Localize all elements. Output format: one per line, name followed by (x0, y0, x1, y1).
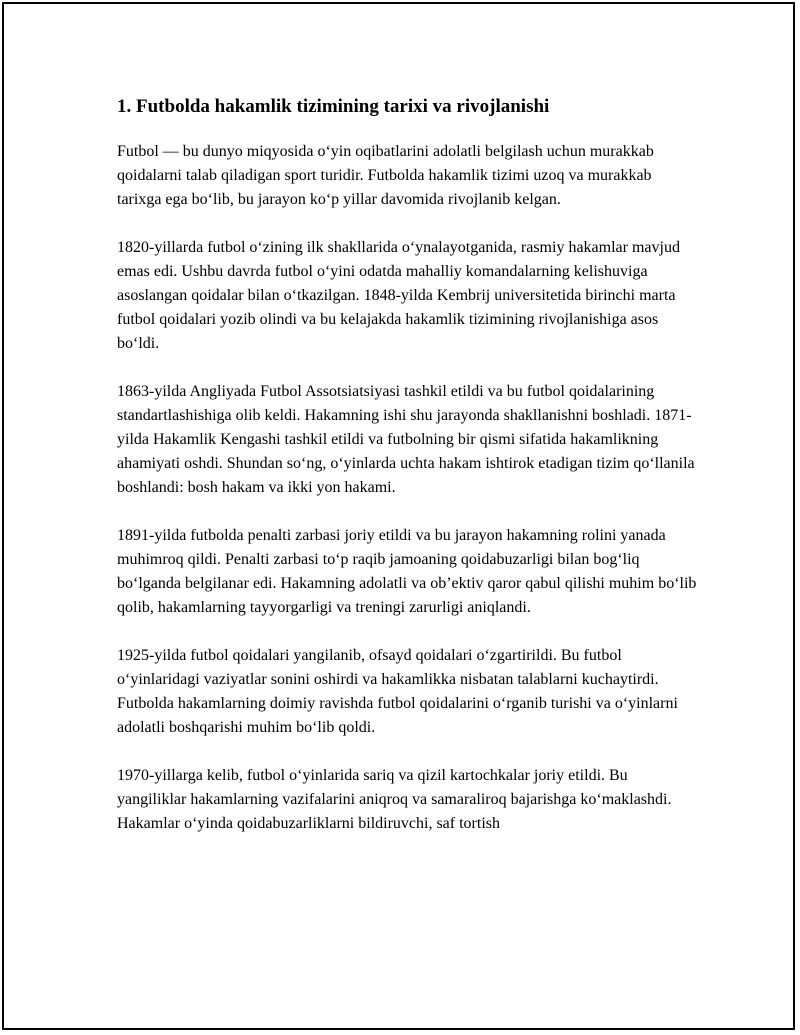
section-heading: 1. Futbolda hakamlik tizimining tarixi va rivojlanishi (117, 96, 550, 117)
paragraph-intro: Futbol — bu dunyo miqyosida o‘yin oqibatlarini adolatli belgilash uchun murakkab qoidalarni talab qiladigan sport turidir. Futbolda hakamlik tizimi uzoq va murakkab tarixga ega bo‘lib, bu jarayon ko‘p yillar davomida rivojlanib kelgan. (117, 143, 654, 208)
paragraph-1925: 1925-yilda futbol qoidalari yangilanib, ofsayd qoidalari o‘zgartirildi. Bu futbol o‘yinlaridagi vaziyatlar sonini oshirdi va hakamlikka nisbatan talablarni kuchaytirdi. Futbolda hakamlarning doimiy ravishda futbol qoidalarini o‘rganib turishi va o‘yinlarni adolatli boshqarishi muhim bo‘lib qoldi. (117, 647, 678, 736)
document-body (117, 94, 697, 860)
paragraph-1863: 1863-yilda Angliyada Futbol Assotsiatsiyasi tashkil etildi va bu futbol qoidalarining standartlashishiga olib keldi. Hakamning ishi shu jarayonda shakllanishni boshladi. 1871-yilda Hakamlik Kengashi tashkil etildi va futbolning bir qismi sifatida hakamlikning ahamiyati oshdi. Shundan so‘ng, o‘yinlarda uchta hakam ishtirok etadigan tizim qo‘llanila boshlandi: bosh hakam va ikki yon hakami. (117, 383, 695, 496)
paragraph-1820s: 1820-yillarda futbol o‘zining ilk shakllarida o‘ynalayotganida, rasmiy hakamlar mavjud emas edi. Ushbu davrda futbol o‘yini odatda mahalliy komandalarning kelishuviga asoslangan qoidalar bilan o‘tkazilgan. 1848-yilda Kembrij universitetida birinchi marta futbol qoidalari yozib olindi va bu kelajakda hakamlik tizimining rivojlanishiga asos bo‘ldi. (117, 239, 680, 352)
paragraph-1891: 1891-yilda futbolda penalti zarbasi joriy etildi va bu jarayon hakamning rolini yanada muhimroq qildi. Penalti zarbasi to‘p raqib jamoaning qoidabuzarligi bilan bog‘liq bo‘lganda belgilanar edi. Hakamning adolatli va ob’ektiv qaror qabul qilishi muhim bo‘lib qolib, hakamlarning tayyorgarligi va treningi zarurligi aniqlandi. (117, 527, 697, 616)
paragraph-1970s: 1970-yillarga kelib, futbol o‘yinlarida sariq va qizil kartochkalar joriy etildi. Bu yangiliklar hakamlarning vazifalarini aniqroq va samaraliroq bajarishga ko‘maklashdi. Hakamlar o‘yinda qoidabuzarliklarni bildiruvchi, saf tortish (117, 767, 672, 832)
